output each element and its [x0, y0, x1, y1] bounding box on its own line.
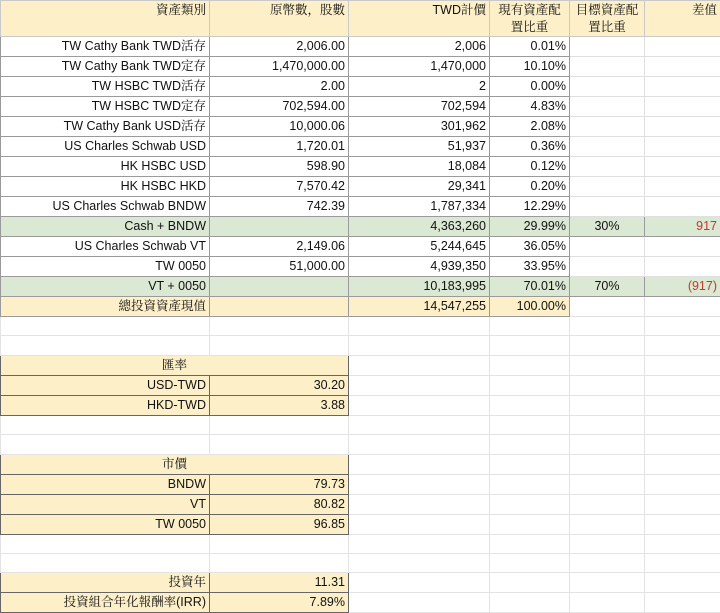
empty-cell[interactable]	[645, 317, 720, 336]
fx-row	[1, 375, 720, 395]
empty-cell[interactable]	[645, 593, 720, 613]
quantity-cell[interactable]: 2.00	[210, 77, 349, 97]
label-cell[interactable]: USD-TWD	[1, 375, 210, 395]
empty-cell[interactable]	[210, 435, 349, 454]
total-row	[1, 297, 720, 317]
empty-cell[interactable]	[645, 375, 720, 395]
empty-cell[interactable]	[490, 355, 570, 375]
quantity-cell[interactable]: 1,470,000.00	[210, 57, 349, 77]
empty-cell[interactable]	[570, 454, 645, 474]
twd-value-cell[interactable]: 5,244,645	[349, 237, 490, 257]
label-cell[interactable]: 投資年	[1, 573, 210, 593]
target-weight-cell[interactable]	[570, 177, 645, 197]
asset-name-cell[interactable]: US Charles Schwab USD	[1, 137, 210, 157]
empty-cell[interactable]	[570, 395, 645, 415]
twd-value-cell[interactable]: 702,594	[349, 97, 490, 117]
empty-cell[interactable]	[490, 534, 570, 553]
group-name-cell[interactable]: VT + 0050	[1, 277, 210, 297]
asset-name-cell[interactable]: HK HSBC HKD	[1, 177, 210, 197]
target-weight-cell[interactable]: 30%	[570, 217, 645, 237]
holding-row	[1, 197, 720, 217]
empty-cell[interactable]	[570, 435, 645, 454]
label-cell[interactable]: VT	[1, 494, 210, 514]
value-cell[interactable]: 7.89%	[210, 593, 349, 613]
empty-cell[interactable]	[349, 317, 490, 336]
current-weight-cell[interactable]: 0.00%	[490, 77, 570, 97]
empty-cell[interactable]	[490, 435, 570, 454]
value-cell[interactable]: 80.82	[210, 494, 349, 514]
difference-cell[interactable]	[645, 177, 720, 197]
sheet-body	[1, 1, 720, 613]
empty-cell[interactable]	[349, 435, 490, 454]
vt-0050-subtotal-row	[1, 277, 720, 297]
empty-cell[interactable]	[210, 336, 349, 355]
empty-cell[interactable]	[490, 474, 570, 494]
target-weight-cell[interactable]	[570, 97, 645, 117]
empty-cell[interactable]	[645, 355, 720, 375]
header-twd-value[interactable]: TWD計價	[349, 1, 490, 37]
stats-row	[1, 573, 720, 593]
current-weight-cell[interactable]: 0.01%	[490, 37, 570, 57]
current-weight-cell[interactable]: 29.99%	[490, 217, 570, 237]
label-cell[interactable]: 投資組合年化報酬率(IRR)	[1, 593, 210, 613]
target-weight-cell[interactable]	[570, 77, 645, 97]
quantity-cell[interactable]: 2,006.00	[210, 37, 349, 57]
empty-cell[interactable]	[490, 375, 570, 395]
current-weight-cell[interactable]: 0.36%	[490, 137, 570, 157]
empty-cell[interactable]	[570, 593, 645, 613]
current-weight-cell[interactable]: 70.01%	[490, 277, 570, 297]
empty-cell[interactable]	[490, 494, 570, 514]
holding-row	[1, 177, 720, 197]
twd-value-cell[interactable]: 10,183,995	[349, 277, 490, 297]
asset-name-cell[interactable]: TW HSBC TWD定存	[1, 97, 210, 117]
total-twd-cell[interactable]: 14,547,255	[349, 297, 490, 317]
quantity-cell[interactable]: 10,000.06	[210, 117, 349, 137]
target-weight-cell[interactable]	[570, 37, 645, 57]
target-weight-cell[interactable]	[570, 257, 645, 277]
target-weight-cell[interactable]	[570, 117, 645, 137]
label-cell[interactable]: TW 0050	[1, 514, 210, 534]
total-weight-cell[interactable]: 100.00%	[490, 297, 570, 317]
empty-cell[interactable]	[645, 336, 720, 355]
quantity-cell[interactable]: 598.90	[210, 157, 349, 177]
header-asset-type[interactable]: 資產類別	[1, 1, 210, 37]
asset-name-cell[interactable]: US Charles Schwab VT	[1, 237, 210, 257]
asset-name-cell[interactable]: HK HSBC USD	[1, 157, 210, 177]
difference-cell[interactable]	[645, 237, 720, 257]
target-weight-cell[interactable]: 70%	[570, 277, 645, 297]
asset-name-cell[interactable]: TW HSBC TWD活存	[1, 77, 210, 97]
twd-value-cell[interactable]: 1,470,000	[349, 57, 490, 77]
holding-row	[1, 157, 720, 177]
empty-cell[interactable]	[349, 514, 490, 534]
target-weight-cell[interactable]	[570, 197, 645, 217]
current-weight-cell[interactable]: 4.83%	[490, 97, 570, 117]
empty-cell[interactable]	[349, 534, 490, 553]
difference-cell[interactable]: 917	[645, 217, 720, 237]
fx-header-row	[1, 355, 720, 375]
twd-value-cell[interactable]: 4,939,350	[349, 257, 490, 277]
section-title-cell[interactable]: 市價	[1, 454, 349, 474]
market-price-row	[1, 474, 720, 494]
empty-cell[interactable]	[349, 336, 490, 355]
empty-cell[interactable]	[349, 573, 490, 593]
empty-cell[interactable]	[490, 514, 570, 534]
value-cell[interactable]: 79.73	[210, 474, 349, 494]
difference-cell[interactable]	[645, 197, 720, 217]
holding-row	[1, 237, 720, 257]
target-weight-cell[interactable]	[570, 57, 645, 77]
empty-cell[interactable]	[490, 317, 570, 336]
stats-row	[1, 593, 720, 613]
empty-cell[interactable]	[570, 474, 645, 494]
current-weight-cell[interactable]: 12.29%	[490, 197, 570, 217]
difference-cell[interactable]	[645, 117, 720, 137]
asset-name-cell[interactable]: US Charles Schwab BNDW	[1, 197, 210, 217]
quantity-cell[interactable]	[210, 217, 349, 237]
quantity-cell[interactable]	[210, 297, 349, 317]
holding-row	[1, 77, 720, 97]
target-weight-cell[interactable]	[570, 137, 645, 157]
spacer-row	[1, 415, 720, 434]
market-price-row	[1, 514, 720, 534]
current-weight-cell[interactable]: 36.05%	[490, 237, 570, 257]
quantity-cell[interactable]: 742.39	[210, 197, 349, 217]
empty-cell[interactable]	[210, 415, 349, 434]
empty-cell[interactable]	[349, 415, 490, 434]
difference-cell[interactable]	[645, 77, 720, 97]
header-quantity[interactable]: 原幣數，股數	[210, 1, 349, 37]
empty-cell[interactable]	[570, 375, 645, 395]
empty-cell[interactable]	[490, 336, 570, 355]
quantity-cell[interactable]	[210, 277, 349, 297]
empty-cell[interactable]	[490, 593, 570, 613]
spacer-row	[1, 534, 720, 553]
asset-name-cell[interactable]: TW Cathy Bank TWD活存	[1, 37, 210, 57]
empty-cell[interactable]	[490, 454, 570, 474]
empty-cell[interactable]	[570, 355, 645, 375]
group-name-cell[interactable]: Cash + BNDW	[1, 217, 210, 237]
quantity-cell[interactable]: 2,149.06	[210, 237, 349, 257]
empty-cell[interactable]	[570, 514, 645, 534]
empty-cell[interactable]	[1, 534, 210, 553]
empty-cell[interactable]	[349, 474, 490, 494]
quantity-cell[interactable]: 51,000.00	[210, 257, 349, 277]
header-target-weight[interactable]: 目標資產配 置比重	[570, 1, 645, 37]
difference-cell[interactable]: (917)	[645, 277, 720, 297]
difference-cell[interactable]	[645, 297, 720, 317]
empty-cell[interactable]	[645, 514, 720, 534]
header-current-weight[interactable]: 現有資產配 置比重	[490, 1, 570, 37]
target-weight-cell[interactable]	[570, 237, 645, 257]
empty-cell[interactable]	[490, 573, 570, 593]
asset-name-cell[interactable]: TW Cathy Bank USD活存	[1, 117, 210, 137]
holding-row	[1, 97, 720, 117]
value-cell[interactable]: 3.88	[210, 395, 349, 415]
empty-cell[interactable]	[570, 415, 645, 434]
holding-row	[1, 257, 720, 277]
asset-name-cell[interactable]: TW 0050	[1, 257, 210, 277]
empty-cell[interactable]	[645, 474, 720, 494]
asset-name-cell[interactable]: TW Cathy Bank TWD定存	[1, 57, 210, 77]
empty-cell[interactable]	[570, 573, 645, 593]
empty-cell[interactable]	[645, 415, 720, 434]
holding-row	[1, 117, 720, 137]
current-weight-cell[interactable]: 0.20%	[490, 177, 570, 197]
empty-cell[interactable]	[645, 435, 720, 454]
empty-cell[interactable]	[645, 395, 720, 415]
twd-value-cell[interactable]: 301,962	[349, 117, 490, 137]
empty-cell[interactable]	[570, 494, 645, 514]
section-title-cell[interactable]: 匯率	[1, 355, 349, 375]
current-weight-cell[interactable]: 33.95%	[490, 257, 570, 277]
empty-cell[interactable]	[349, 395, 490, 415]
twd-value-cell[interactable]: 2,006	[349, 37, 490, 57]
empty-cell[interactable]	[645, 573, 720, 593]
twd-value-cell[interactable]: 4,363,260	[349, 217, 490, 237]
empty-cell[interactable]	[349, 375, 490, 395]
label-cell[interactable]: HKD-TWD	[1, 395, 210, 415]
value-cell[interactable]: 11.31	[210, 573, 349, 593]
difference-cell[interactable]	[645, 157, 720, 177]
empty-cell[interactable]	[210, 534, 349, 553]
market-price-row	[1, 494, 720, 514]
holding-row	[1, 57, 720, 77]
holding-row	[1, 137, 720, 157]
current-weight-cell[interactable]: 2.08%	[490, 117, 570, 137]
twd-value-cell[interactable]: 29,341	[349, 177, 490, 197]
difference-cell[interactable]	[645, 97, 720, 117]
quantity-cell[interactable]: 1,720.01	[210, 137, 349, 157]
target-weight-cell[interactable]	[570, 297, 645, 317]
empty-cell[interactable]	[349, 454, 490, 474]
empty-cell[interactable]	[570, 317, 645, 336]
empty-cell[interactable]	[490, 395, 570, 415]
cash-bndw-subtotal-row	[1, 217, 720, 237]
holding-row	[1, 37, 720, 57]
difference-cell[interactable]	[645, 37, 720, 57]
empty-cell[interactable]	[349, 494, 490, 514]
empty-cell[interactable]	[1, 336, 210, 355]
label-cell[interactable]: BNDW	[1, 474, 210, 494]
current-weight-cell[interactable]: 10.10%	[490, 57, 570, 77]
empty-cell[interactable]	[645, 454, 720, 474]
header-row	[1, 1, 720, 37]
spacer-row	[1, 317, 720, 336]
empty-cell[interactable]	[570, 534, 645, 553]
empty-cell[interactable]	[570, 336, 645, 355]
value-cell[interactable]: 30.20	[210, 375, 349, 395]
target-weight-cell[interactable]	[570, 157, 645, 177]
spacer-row	[1, 435, 720, 454]
spacer-row	[1, 336, 720, 355]
empty-cell[interactable]	[349, 355, 490, 375]
empty-cell[interactable]	[210, 317, 349, 336]
value-cell[interactable]: 96.85	[210, 514, 349, 534]
twd-value-cell[interactable]: 18,084	[349, 157, 490, 177]
quantity-cell[interactable]: 7,570.42	[210, 177, 349, 197]
empty-cell[interactable]	[1, 317, 210, 336]
header-difference[interactable]: 差值	[645, 1, 720, 37]
empty-cell[interactable]	[645, 494, 720, 514]
market-header-row	[1, 454, 720, 474]
difference-cell[interactable]	[645, 257, 720, 277]
empty-cell[interactable]	[645, 534, 720, 553]
twd-value-cell[interactable]: 1,787,334	[349, 197, 490, 217]
empty-cell[interactable]	[490, 415, 570, 434]
difference-cell[interactable]	[645, 57, 720, 77]
twd-value-cell[interactable]: 51,937	[349, 137, 490, 157]
quantity-cell[interactable]: 702,594.00	[210, 97, 349, 117]
difference-cell[interactable]	[645, 137, 720, 157]
total-label-cell[interactable]: 總投資資產現值	[1, 297, 210, 317]
fx-row	[1, 395, 720, 415]
empty-cell[interactable]	[1, 415, 210, 434]
empty-cell[interactable]	[1, 435, 210, 454]
current-weight-cell[interactable]: 0.12%	[490, 157, 570, 177]
empty-cell[interactable]	[349, 593, 490, 613]
twd-value-cell[interactable]: 2	[349, 77, 490, 97]
